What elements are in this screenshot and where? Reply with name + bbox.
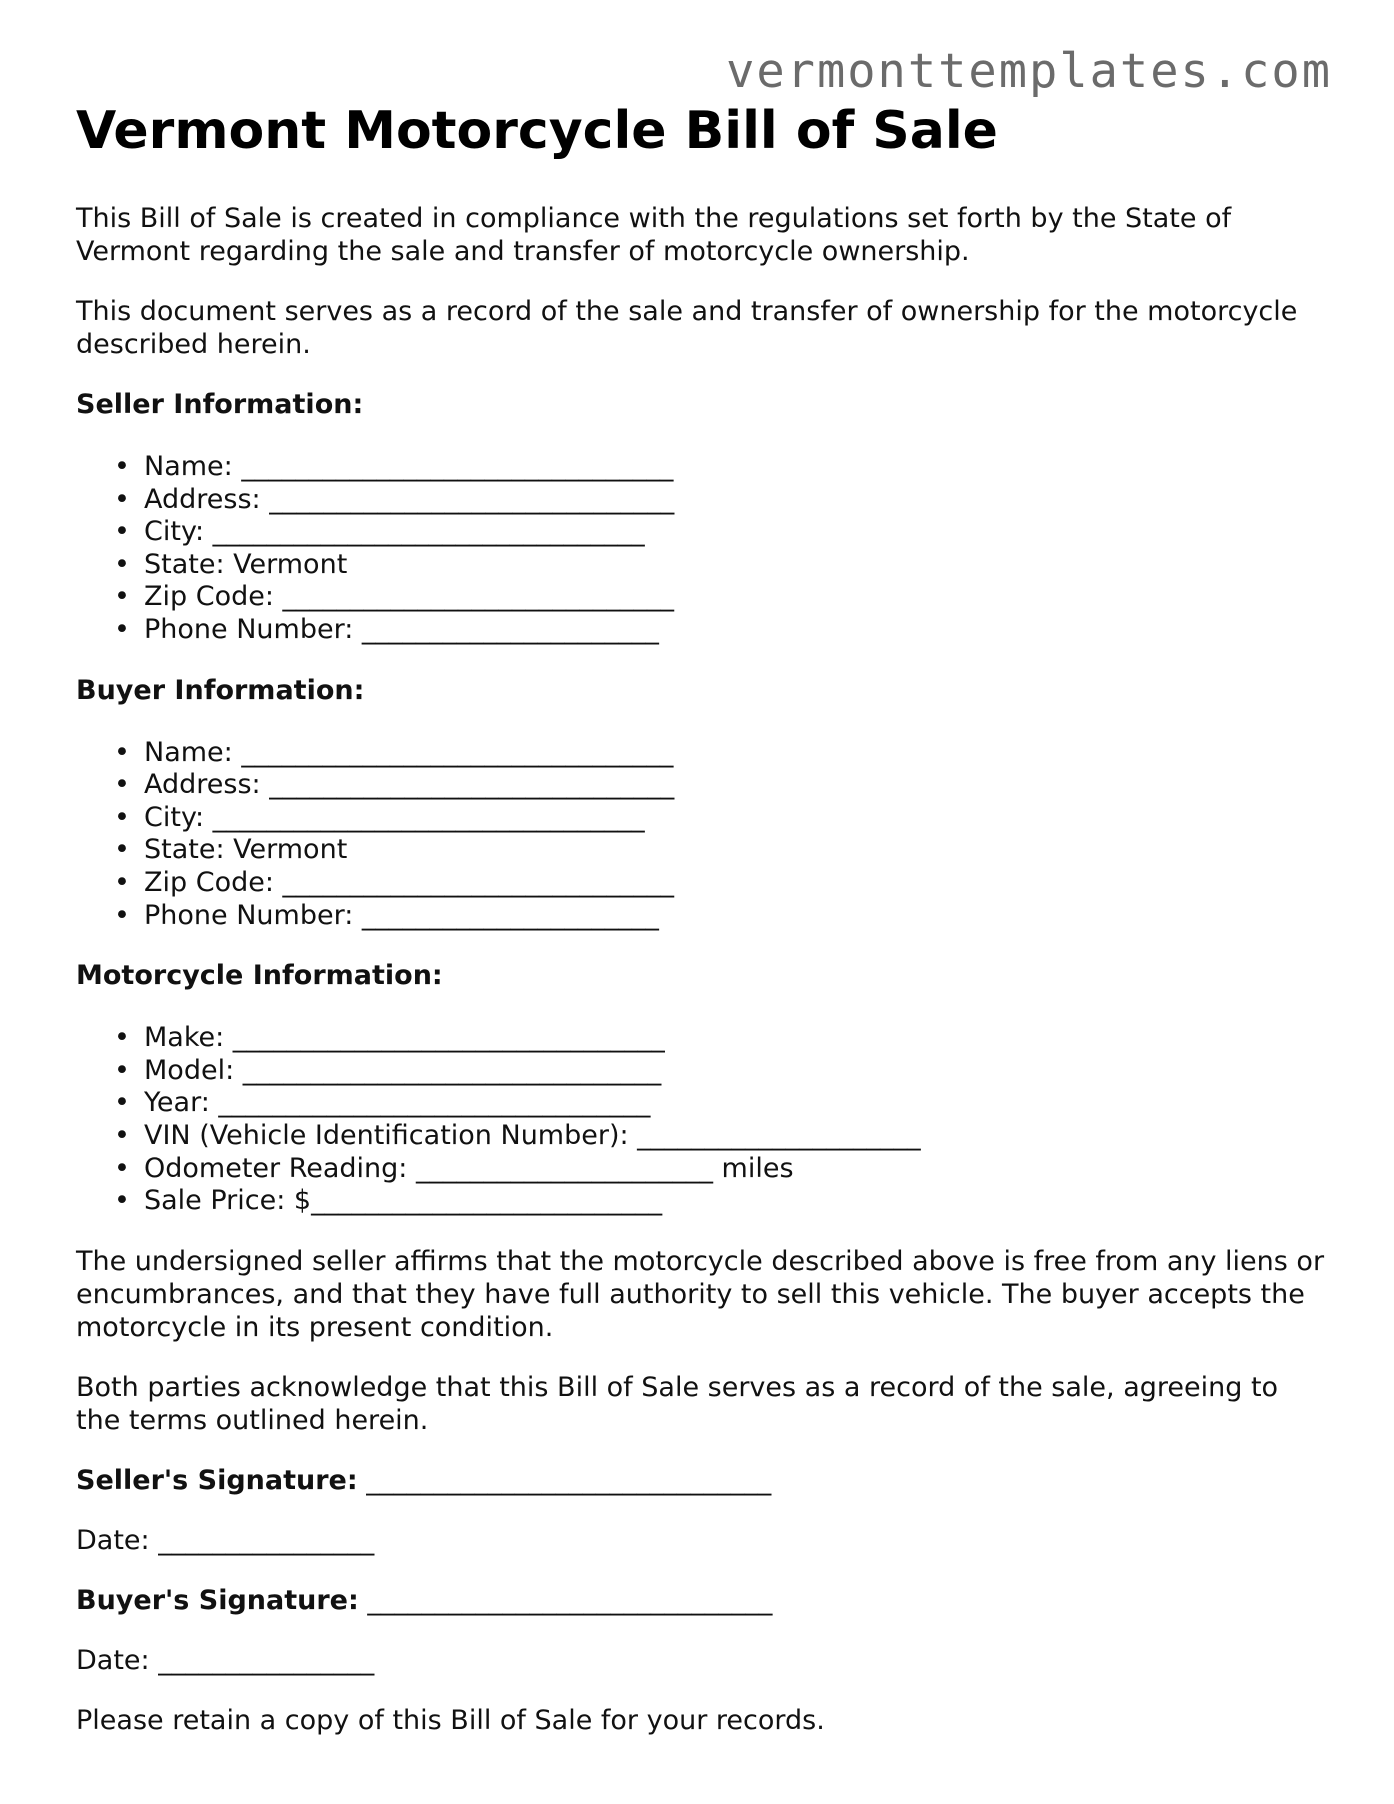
buyer-info-list [76,737,1326,933]
seller-info-list [76,451,1326,647]
buyer-signature-label: Buyer's Signature: [76,1584,359,1616]
acknowledgment-paragraph: Both parties acknowledge that this Bill of Sale serves as a record of the sale, agreeing to the terms outlined herein. [76,1371,1279,1436]
motorcycle-make-field[interactable]: • Make: ________________________________ [114,1022,665,1054]
buyer-signature-line[interactable]: ______________________________ [367,1584,773,1616]
seller-name-field[interactable]: • Name: ________________________________ [114,451,674,482]
document-title: Vermont Motorcycle Bill of Sale [76,101,998,161]
motorcycle-vin-field[interactable]: • VIN (Vehicle Identification Number): _____________________ [114,1119,921,1151]
seller-date-field[interactable]: Date: ________________ [76,1524,375,1556]
buyer-section-heading: Buyer Information: [76,674,365,706]
motorcycle-model-field[interactable]: • Model: _______________________________ [114,1054,662,1086]
seller-phone-field[interactable]: • Phone Number: ______________________ [114,613,659,645]
motorcycle-info-list [76,1022,1326,1218]
seller-city-field[interactable]: • City: ________________________________ [114,516,645,548]
motorcycle-section-heading: Motorcycle Information: [76,960,443,992]
intro-paragraph-1: This Bill of Sale is created in compliance with the regulations set forth by the State of Vermont regarding the sale and transfer of motorcycle ownership. [76,203,1232,267]
seller-section-heading: Seller Information: [76,389,364,420]
seller-zip-field[interactable]: • Zip Code: _____________________________ [114,581,675,613]
buyer-zip-field[interactable]: • Zip Code: _____________________________ [114,866,675,898]
buyer-date-field[interactable]: Date: ________________ [76,1644,375,1676]
closing-note: Please retain a copy of this Bill of Sale for your records. [76,1704,825,1736]
seller-signature-label: Seller's Signature: [76,1464,358,1496]
buyer-name-field[interactable]: • Name: ________________________________ [114,736,674,768]
intro-paragraph-2: This document serves as a record of the sale and transfer of ownership for the motorcycle described herein. [76,296,1298,360]
buyer-phone-field[interactable]: • Phone Number: ______________________ [114,899,659,931]
motorcycle-sale-price-field[interactable]: • Sale Price: $__________________________ [114,1185,663,1217]
watermark: vermonttemplates.com [726,44,1332,99]
buyer-city-field[interactable]: • City: ________________________________ [114,801,645,833]
seller-signature-row[interactable] [76,1464,1326,1497]
seller-address-field[interactable]: • Address: ______________________________ [114,483,675,515]
document-body [76,94,1326,1764]
motorcycle-odometer-field[interactable]: • Odometer Reading: ______________________ miles [114,1152,794,1184]
affirmation-paragraph: The undersigned seller affirms that the motorcycle described above is free from any liens or encumbrances, and that they have full authority to sell this vehicle. The buyer accepts the motorcycle in its present condition. [76,1245,1325,1343]
buyer-signature-row[interactable] [76,1584,1326,1617]
buyer-state-field: • State: Vermont [114,834,348,866]
seller-state-field: • State: Vermont [114,548,348,580]
motorcycle-year-field[interactable]: • Year: ________________________________ [114,1087,651,1119]
buyer-address-field[interactable]: • Address: ______________________________ [114,769,675,801]
seller-signature-line[interactable]: ______________________________ [366,1464,772,1496]
